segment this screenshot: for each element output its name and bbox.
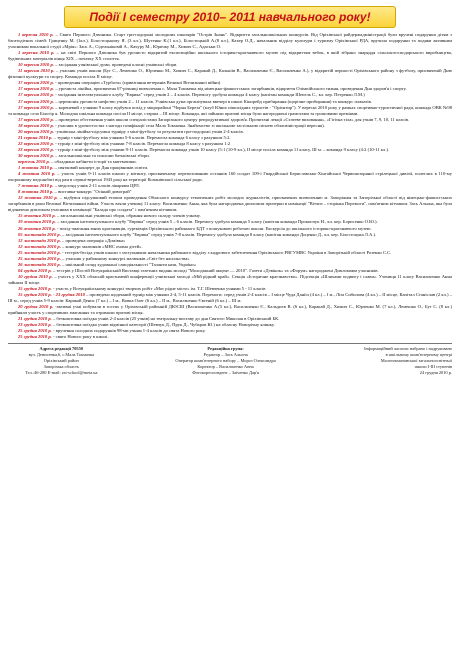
footer-print-line: 24 грудня 2010 р.: [419, 370, 452, 376]
event-text: - учасник в урочистостях з нагоди газифікації села Мала Токмачка. Знайомство зі шкільною застільною піснею обласвіністрації вересня).: [55, 122, 325, 128]
event-date: 26 листопада 2010 р.: [18, 261, 61, 267]
event-date: 12 жовтня 2010 р.: [18, 195, 58, 201]
event-text: – турнір з міні-футболу між учнями 5-6 класів. Перемогла команда 6 класу з рахунком 5:2.: [53, 134, 231, 140]
event-text: – участь у ХХХ обласній краєзнавчій конференції учнівської молоді «Мій рідний край». Секція «Історичне краєзнавство». Підсекція «Шляхами подвигу і слави». Учениця 11 класу Васильченко Анна зайняла II місце.: [8, 273, 452, 285]
event-date: 17 вересня 2010 р.: [18, 80, 54, 86]
event-date: 15 грудня 2010 р.: [18, 285, 52, 291]
event-text: - участь у Всеукраїнському конкурсі творчих робіт «Моє рідне місто» ім. Т.Г. Шевченка учнями 5 - 11 класів: [52, 285, 266, 291]
event-text: – участь учнів 9-11 класів школи у мітингу, присвяченому перепохованню останків 160 солдат 109-ї Гвардійської Бериславсько-Хінгайської Червонозоряної стрілецької дивізії, полеглих в 110-му охоронному медсанбаті від ран в серпні-вересні 1943 році на території Копанівської сільської ради.: [8, 171, 452, 183]
event-date: 10 вересня 2010 р.: [18, 62, 54, 68]
event-date: 04 грудня 2010 р.: [18, 267, 52, 273]
events-list: [8, 32, 452, 340]
page-title: Події І семестру 2010– 2011 навчального року!: [89, 10, 371, 24]
event-date: 30 вересня 2010 р.: [18, 152, 54, 158]
footer-team-line: Фотокореспондент – Заїченко Дар'я: [192, 370, 259, 376]
event-date: 20 грудня 2010 р.: [18, 304, 54, 310]
event-text: - тестрів-бесіда учнів школи з заступником начальника районного відділу з кадрового забезпечення Оріхівського РВГУМВС України в Запорізькій області Розенко С.С.: [62, 249, 392, 255]
event-date: 18 вересня 2010 р.: [18, 122, 54, 128]
event-date: 4 жовтня 2010 р.: [18, 171, 56, 177]
event-text: – конкурс малюнків «МНС очима дітей».: [62, 243, 143, 249]
event-date: 22 вересня 2010 р.: [18, 140, 54, 146]
event-date: 25 грудня 2010 р.: [18, 334, 52, 340]
footer-address: [8, 346, 115, 376]
event-date: 11 вересня 2010 р.: [18, 68, 55, 74]
footer-team-line: Коректор – Васильченко Анна: [197, 364, 254, 370]
event-date: 17 вересня 2010 р.: [18, 104, 55, 110]
event-entry: [8, 50, 452, 62]
event-text: – проведена операція «Домівка»: [62, 237, 126, 243]
event-text: – загальношкільні та поклони батьківські збори.: [55, 152, 150, 158]
event-date: 15 грудня 2010 р. - 23 грудня 2010: [18, 292, 85, 298]
footer-address-line: Запорізька область: [43, 364, 79, 370]
event-text: – засідання інтелектуального клубу "Еврика" серед учнів 7-8 класів. Перемогу здобула команда 8 класу (капітан команди Доценко Д., кл. кер. Білостоцька Л.А.).: [62, 231, 377, 237]
event-text: – обладнано кабінети історії та математики.: [51, 158, 137, 164]
event-entry: [8, 292, 452, 304]
event-text: – тестрів у Шостій Всеукраїнській Виставці газетних видань молоді "Молодіжний акцент — 2010". Газети «Дзвінок» та «Форум» нагороджені Дипломами учасників.: [52, 267, 379, 273]
footer-team-line: Редакційна група:: [207, 346, 244, 352]
footer-team-line: Оператор комп'ютерного набору – Мороз Олександра: [175, 358, 276, 364]
event-date: 1 вересня 2010 р.: [18, 50, 55, 56]
event-text: - вручення солодких подарунків 98-ми учням 1-4 класів до свята Нового року.: [52, 328, 206, 334]
event-text: - свято Нового року в школі.: [52, 334, 109, 340]
event-text: – проведено обстеження учнів школи спеціалістами Запорізького центру репродуктивної здоров'я. Прочитані лекції «Статеве виховання», «Гігієна тіла» для учнів 7, 9, 10, 11 класів.: [55, 116, 410, 122]
event-entry: [8, 334, 452, 340]
footer-print-line: Інформаційний часопис набрано і надруковано: [364, 346, 452, 352]
event-text: – шкільний огляд художньої самодіяльності "Таланти наш, Україно»: [62, 261, 197, 267]
event-date: 25 листопада 2010 р.: [18, 255, 61, 261]
event-text: – святковий концерт до Дня працівників освіти.: [54, 165, 149, 171]
event-text: – виставка-конкурс "Осінній дивограй": [54, 189, 132, 195]
event-date: 19 жовтня 2010 р.: [18, 219, 56, 225]
event-date: 17 вересня 2010 р.: [18, 98, 54, 104]
event-text: - похід-змагання юних краєзнавців, гуртківців Оріхівського районного БДТ з пошуковою роботою школи. Екскурсія до шкільного історико-краєзнавчого музею.: [56, 225, 372, 231]
event-date: 23 вересня 2010 р.: [18, 146, 54, 152]
event-entry: [8, 105, 452, 117]
event-date: 25 грудня 2010 р.: [18, 328, 52, 334]
event-date: 17 вересня 2010 р.: [18, 86, 54, 92]
event-text: – урочиста лінійка, присвячена 67-річниці визволення с. Мала Токмачка від німецько-фашистських загарбників, відкриття Олімпійського тижня, проведення Дня здоров'я і спорту.: [55, 86, 407, 92]
event-entry: [8, 32, 452, 50]
event-text: – проведено щоденний турнір між учнями 2-4, 5-11 класів. Перемоги: серед учнів 2-4 класів – І місце Чуда Даніїл (4 кл.) – І м., Ліза Сибилова (4 кл.) – ІІ місце, Капітал Станіслав (2 кл.) – ІІІ м., серед учнів 5-9 класів: Каракай Денис (7 кл.) – І м., Вовкa Олег (6 кл.) – ІІ м., Васильченко Євгеній (6 кл.) – ІІІ м.: [8, 292, 452, 304]
event-date: 12 листопада 2010 р.: [18, 237, 61, 243]
event-date: вересень 2010 р.: [18, 158, 50, 164]
event-text: -учнівська лінійка-підсумки турніру з міні-футболу та результати гри-подорожі учнів 2-4 класів.: [55, 128, 244, 134]
event-text: – безкоштовна поїздка учнів відмінної категорії (Шевчук Д., Прук Д., Чубаров Ю.) на обласну Новорічну ялинку.: [52, 322, 275, 328]
event-text: -активні учні побували в гостях у Оріхівській районній ДЮСШ (Васильченко А.(5 кл.), Васильченко Є., Кальдиєв В. (6 кл.), Каракай Д., Химич С., Юрченко М. (7 кл.), Лемешко О., Буг С. (8 кл.) прийняли участь у спортивних змаганнях та отримали призові місця.: [8, 304, 452, 316]
footer-print-info: [337, 346, 452, 376]
event-text: – засідання інтелектуального клубу "Еврика" серед учнів 5 – 6 класів. Перемогу здобула команда 5 класу (капітан команди Прокопчук Н., кл. кер. Борисенко О.Ю.).: [56, 219, 378, 225]
event-date: 15 жовтня 2010 р.: [18, 213, 56, 219]
event-text: – засідання учнівської думи, проведені класні учнівські збори.: [55, 62, 178, 68]
event-entry: [8, 195, 452, 213]
event-text: – медогляд учнів 2-11 класів лікарями ЦРЛ.: [54, 183, 140, 189]
event-text: – учасник у районному конкурсі малюнків «Світ без насильства»: [62, 255, 190, 261]
footer-print-line: в шкільному комп'ютерному центрі: [385, 352, 452, 358]
event-text: - проведення операцію «Турбота» (привітання ветеранів Великої Вітчизняної війни): [55, 80, 221, 86]
event-date: 10 грудня 2010 р.: [18, 273, 53, 279]
footer-print-line: школи I-III ступенів: [414, 364, 452, 370]
event-text: – кореневий з учнями 9 класу відбувся похід у мікрорайоні "Чорна Береза" (клуб Юних пiшохiдних туристiв - "Орієнтир"). У вересні 2010 року у рамках спортивно-туристичної ради, команда ОВК №98 та команда села Білогір я. Молодша шкільна команда посіла II місце, старша – III місце. Команди, які зайняли призові місця були нагороджені грамотами та грошовими преміями.: [8, 104, 452, 116]
event-text: - турнір з міні-футболу між учнями 9-11 класів. Перемогла команда учнів 10 класу (5:1 (10-9 кл.), II місце посіла команда 11 класу, III м. – команда 9 класу (4:2 (10-11 кл.).: [55, 146, 390, 152]
event-text: – безкоштовна поїздка учнів 2-4 класів (25 учнів) на театральну виставу до дня Святого Миколая в Оріхівський БК.: [52, 316, 280, 322]
footer: [8, 346, 452, 376]
event-date: 8 жовтня 2010 р.: [18, 189, 54, 195]
event-entry: [8, 274, 452, 286]
event-entry: [8, 171, 452, 183]
footer-address-line: Адреса редакції 70550: [39, 346, 83, 352]
event-date: 12 листопада 2010 р.: [18, 243, 61, 249]
footer-address-line: Оріхівський район: [43, 358, 79, 364]
event-date: 21 грудня 2010 р.: [18, 316, 52, 322]
footer-divider: [8, 343, 452, 344]
footer-team-line: Редактор – Зась Альона: [203, 352, 248, 358]
event-text: - турнір з міні-футболу між учнями 7-8 класів. Перемогла команда 8 класу з рахунком 1:2: [55, 140, 231, 146]
page-title-banner: [64, 6, 396, 28]
event-date: 20 вересня 2010 р.: [18, 128, 54, 134]
event-date: 7 жовтня 2010 р.: [18, 183, 54, 189]
event-entry: [8, 68, 452, 80]
event-text: – Свято Першого Дзвоника. Старт гри-подорожі молодших школярів "Острів Знань". Відкриття загальношкільних конкурсів. Від Оріхівської райдержадміністрації були вручені подарунки дітям з багатодітних сімей: Гриценку М. (1кл.), Білостоцькому Я. (3 кл.), Шутенко К.(1 кл.), Білостоцькій А.(8 кл.), Кахер О.Д., начальник відділу культури і туризму Оріхівської РДА, вручила подарунки та подяки активним учасникам вокальної студії «Мрія»: Зась А., Сідельніковій А., Качуру М., Юричку М., Химич С., Адаськи О.: [8, 32, 452, 50]
event-text: – на світі Першого Дзвоника був урочисто відкритий експозиційно шкільного історико-краєзнавчого музею під відкриттям вебок, в якій зібрано знаряддя сільськогосподарського виробництва, будівельних матеріалів кінця XIX – початку XX століття.: [8, 50, 452, 62]
event-text: – церемонія урочиста шефство учнів 2 – 11 класів. Учнівська дума організувала ввечері в школі Кінорейд прибирання (щорічне прибирання) та конкурс плакатів.: [55, 98, 372, 104]
footer-address-line: вул. Денисенка,6, с.Мала Токмачка: [28, 352, 94, 358]
event-entry: [8, 304, 452, 316]
footer-print-line: Малотокмачанської загальноосвітньої: [380, 358, 452, 364]
event-date: 05 листопада 2010 р.: [18, 231, 61, 237]
event-date: 17 вересня 2010 р.: [18, 116, 54, 122]
event-text: – загальношкільні учнівські збори, обрання нового складу членів учкому.: [56, 213, 201, 219]
event-date: 1 жовтня 2010 р.: [18, 165, 54, 171]
footer-editorial-team: [172, 346, 279, 376]
event-date: 26 жовтня 2010 р.: [18, 225, 56, 231]
event-date: 21 серпня 2010 р.: [18, 134, 53, 140]
event-date: 1 вересня 2010 р.: [18, 32, 54, 37]
event-date: 17 вересня 2010 р.: [18, 92, 54, 98]
event-text: - засідання інтелектуального клубу "Еврика" серед учнів 2 – 4 класів. Перемогу здобула команда 4 класу (капітан команди Шепель С., кл. кер. Петренко Л.М.): [55, 92, 365, 98]
event-date: 25 листопада 2010 р.: [18, 249, 61, 255]
event-text: – учасник учнів школи (Буг С., Лемешко О., Юрченко М., Химич С., Каракай Д., Калькіїв В., Васильченко Є., Васильченко А.), у відкритій першості Оріхівського району з футболу, присвяченій Дню фізичної культури та спорту. Команда посіла II місце.: [8, 68, 452, 80]
footer-address-line: Тел.:46-280 E-mail: zst-school@meta.ua: [25, 370, 98, 376]
event-text: – відбувся підсумковий етапом проведення Обласного конкурсу тематичних робіт молодих журналістів, присвячених визволенню м. Запоріжжя та Запорізької області від німецько-фашистських загарбників в роки Великої Вітчизняної війни. Участь взяли учениці 11 класу: Васильченко Анна, яка була нагороджена дипломом призерки в номінації "Вітчиз – сторінка Перемоги", пам'ятним кітчиком. Зась Альона, яка була відзначена дипломом учасника в номінації "Балада про солдата" і пам'ятним кітчиком.: [8, 195, 452, 213]
event-date: 23 грудня 2010 р.: [18, 322, 52, 328]
